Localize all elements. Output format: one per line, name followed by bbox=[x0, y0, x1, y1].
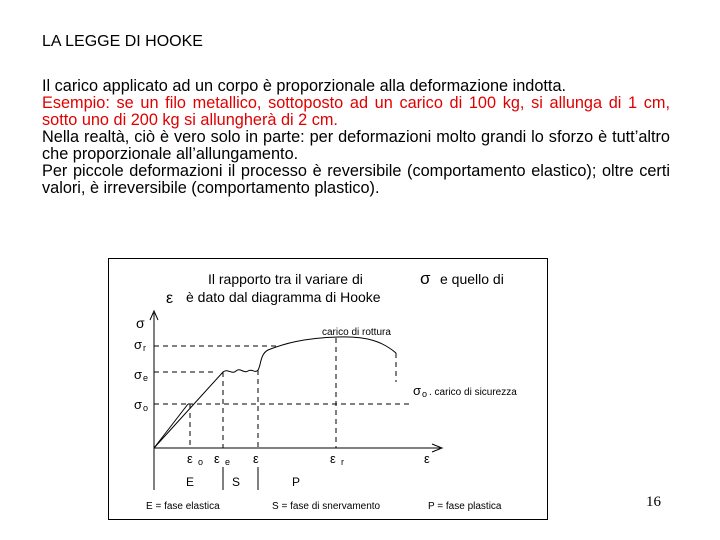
paragraph-reversibility: Per piccole deformazioni il processo è reversibile (comportamento elastico); oltre certi valori, è irreversibile (comportamento plastico). bbox=[42, 162, 670, 197]
legend-elastic: E = fase elastica bbox=[146, 501, 220, 512]
sigma-e-label: σ bbox=[134, 367, 143, 382]
eps-r-sub: r bbox=[341, 457, 344, 467]
sigma-o-right-sub: o bbox=[422, 389, 428, 399]
caption-line2: è dato dal diagramma di Hooke bbox=[186, 289, 381, 305]
eps-e-label: ε bbox=[214, 451, 220, 466]
phase-p-label: P bbox=[292, 475, 301, 489]
page-number: 16 bbox=[646, 494, 661, 510]
slide-title: LA LEGGE DI HOOKE bbox=[42, 33, 203, 50]
paragraph-example: Esempio: se un filo metallico, sottoposto ad un carico di 100 kg, si allunga di 1 cm, sotto uno di 200 kg si allungherà di 2 cm. bbox=[42, 94, 670, 129]
caption-line1-b: e quello di bbox=[440, 271, 504, 287]
phase-s-label: S bbox=[232, 475, 241, 489]
eps-e-sub: e bbox=[225, 457, 231, 467]
sigma-r-label: σ bbox=[134, 337, 143, 352]
caption-line1-a: Il rapporto tra il variare di bbox=[208, 271, 363, 287]
eps-axis-label: ε bbox=[424, 451, 430, 466]
legend-plastic: P = fase plastica bbox=[428, 501, 502, 512]
sigma-e-sub: e bbox=[143, 373, 149, 383]
caption-sigma-symbol: σ bbox=[420, 269, 431, 288]
sigma-r-sub: r bbox=[143, 343, 146, 353]
safety-stress-line bbox=[154, 404, 188, 448]
eps-s-label: ε bbox=[253, 451, 259, 466]
paragraph-definition: Il carico applicato ad un corpo è proporzionale alla deformazione indotta. bbox=[42, 77, 567, 95]
eps-o-label: ε bbox=[187, 451, 193, 466]
sigma-o-label: σ bbox=[134, 397, 143, 412]
phase-e-label: E bbox=[186, 475, 195, 489]
paragraph-reality: Nella realtà, ciò è vero solo in parte: per deformazioni molto grandi lo sforzo è tutt’altro che proporzionale all’allungamento. bbox=[42, 128, 670, 163]
rupture-load-label: carico di rottura bbox=[322, 327, 391, 338]
y-axis-label: σ bbox=[136, 315, 145, 331]
eps-r-label: ε bbox=[330, 451, 336, 466]
body-text bbox=[42, 78, 670, 197]
caption-epsilon-symbol: ε bbox=[166, 290, 174, 307]
hooke-diagram bbox=[108, 258, 548, 520]
sigma-o-right-label: σ bbox=[413, 383, 422, 398]
sigma-o-sub: o bbox=[143, 403, 149, 413]
safety-load-label: . carico di sicurezza bbox=[429, 387, 517, 398]
legend-yield: S = fase di snervamento bbox=[272, 501, 381, 512]
eps-o-sub: o bbox=[198, 457, 204, 467]
